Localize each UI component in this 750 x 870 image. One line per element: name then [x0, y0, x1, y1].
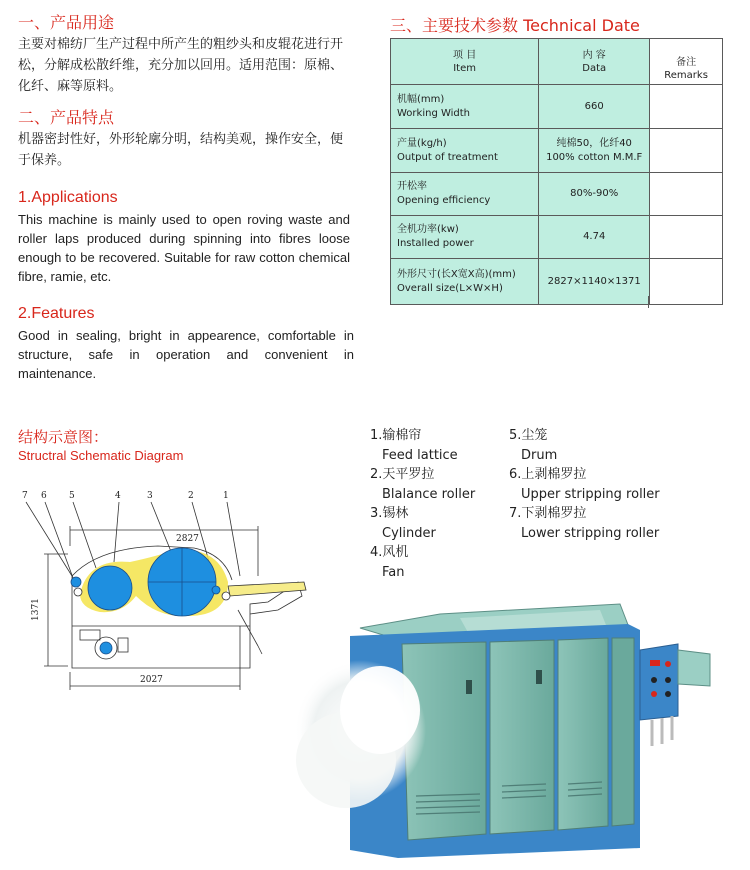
legend-item-en: Blalance roller	[382, 486, 476, 502]
table-row	[391, 85, 723, 129]
table-tick	[648, 296, 649, 308]
diagram-label-5: 5	[69, 491, 75, 501]
machine-photo	[290, 600, 720, 860]
item-en: Installed power	[397, 238, 474, 249]
table-cell-item	[391, 259, 539, 305]
item-en: Working Width	[397, 107, 471, 119]
dim-bottom: 2027	[140, 675, 163, 685]
legend-item-en: Fan	[382, 564, 405, 580]
header-rem-en: Remarks	[664, 69, 708, 81]
data-value-en: 100% cotton M.M.F	[546, 151, 643, 163]
legend-item-cn: 5.尘笼	[509, 428, 548, 443]
legend-item-cn: 2.天平罗拉	[370, 467, 435, 482]
spec-header-row	[391, 39, 723, 85]
table-row	[391, 216, 723, 259]
legend-left	[370, 426, 475, 582]
table-cell-data	[539, 216, 650, 259]
table-cell-item	[391, 173, 539, 216]
item-en: Opening efficiency	[397, 195, 491, 206]
data-value: 纯棉50，化纤40	[556, 137, 632, 149]
header-data-en: Data	[582, 62, 607, 74]
table-cell-item	[391, 85, 539, 129]
section1-text: 主要对棉纺厂生产过程中所产生的粗纱头和皮辊花进行开松，分解成松散纤维，充分加以回用。适用范围：原棉、化纤、麻等原料。	[18, 37, 344, 94]
item-cn: 机幅(mm)	[397, 93, 445, 105]
section2-text: 机器密封性好，外形轮廓分明，结构美观，操作安全，便于保养。	[18, 132, 344, 168]
header-data	[539, 39, 650, 85]
dim-height: 1371	[31, 598, 41, 621]
applications-title: 1.Applications	[18, 189, 118, 206]
diagram-title-cn: 结构示意图：	[18, 428, 109, 446]
section2-title: 二、产品特点	[18, 108, 115, 127]
legend-right	[509, 426, 660, 543]
legend-item-en: Drum	[521, 447, 558, 463]
header-data-cn: 内 容	[582, 49, 606, 61]
section1-title: 一、产品用途	[18, 13, 115, 32]
legend-item-cn: 4.风机	[370, 545, 409, 560]
table-cell-remarks	[650, 173, 723, 216]
dim-top: 2827	[176, 534, 199, 544]
table-row	[391, 129, 723, 173]
item-cn: 全机功率(kw)	[397, 224, 459, 235]
diagram-label-1: 1	[223, 491, 229, 501]
item-en: Output of treatment	[397, 151, 498, 163]
features-title: 2.Features	[18, 305, 95, 322]
table-row	[391, 173, 723, 216]
diagram-label-4: 4	[115, 491, 121, 501]
legend-item-en: Upper stripping roller	[521, 486, 660, 502]
item-cn: 产量(kg/h)	[397, 137, 447, 149]
table-cell-data	[539, 85, 650, 129]
data-value: 660	[584, 100, 604, 112]
diagram-label-2: 2	[188, 491, 194, 501]
diagram-title-en: Structral Schematic Diagram	[18, 448, 184, 463]
legend-item-cn: 6.上剥棉罗拉	[509, 467, 587, 482]
table-cell-data	[539, 173, 650, 216]
table-cell-item	[391, 216, 539, 259]
schematic-diagram	[18, 486, 318, 706]
features-text: Good in sealing, bright in appearence, comfortable in structure, safe in operation and convenient in maintenance.	[18, 328, 354, 381]
legend-item-cn: 7.下剥棉罗拉	[509, 506, 587, 521]
diagram-label-3: 3	[147, 491, 153, 501]
table-cell-remarks	[650, 259, 723, 305]
table-cell-remarks	[650, 129, 723, 173]
header-rem-cn: 备注	[676, 56, 697, 68]
data-value: 2827×1140×1371	[547, 275, 641, 287]
item-cn: 外形尺寸(长X宽X高)(mm)	[397, 268, 516, 280]
header-item-cn: 项 目	[453, 49, 477, 61]
applications-text: This machine is mainly used to open roving waste and roller laps produced during spinning into fibres loose enough to be recovered. Suitable for raw cotton chemical fibre, ramie, etc.	[18, 212, 350, 284]
diagram-label-6: 6	[41, 491, 47, 501]
legend-item-en: Feed lattice	[382, 447, 458, 463]
spec-table	[390, 38, 723, 305]
diagram-label-7: 7	[22, 491, 28, 501]
header-item-en: Item	[453, 62, 476, 74]
legend-item-en: Lower stripping roller	[521, 525, 660, 541]
header-item	[391, 39, 539, 85]
table-cell-remarks	[650, 216, 723, 259]
table-cell-item	[391, 129, 539, 173]
table-row	[391, 259, 723, 305]
legend-item-cn: 3.锡林	[370, 506, 409, 521]
header-remarks	[650, 39, 723, 85]
spec-title: 三、主要技术参数 Technical Date	[390, 16, 640, 35]
item-en: Overall size(L×W×H)	[397, 282, 503, 294]
data-value: 4.74	[583, 231, 606, 242]
legend-item-cn: 1.输棉帘	[370, 428, 422, 443]
table-cell-data	[539, 129, 650, 173]
legend-item-en: Cylinder	[382, 525, 436, 541]
data-value: 80%-90%	[570, 188, 619, 199]
table-cell-remarks	[650, 85, 723, 129]
item-cn: 开松率	[397, 181, 427, 192]
table-cell-data	[539, 259, 650, 305]
